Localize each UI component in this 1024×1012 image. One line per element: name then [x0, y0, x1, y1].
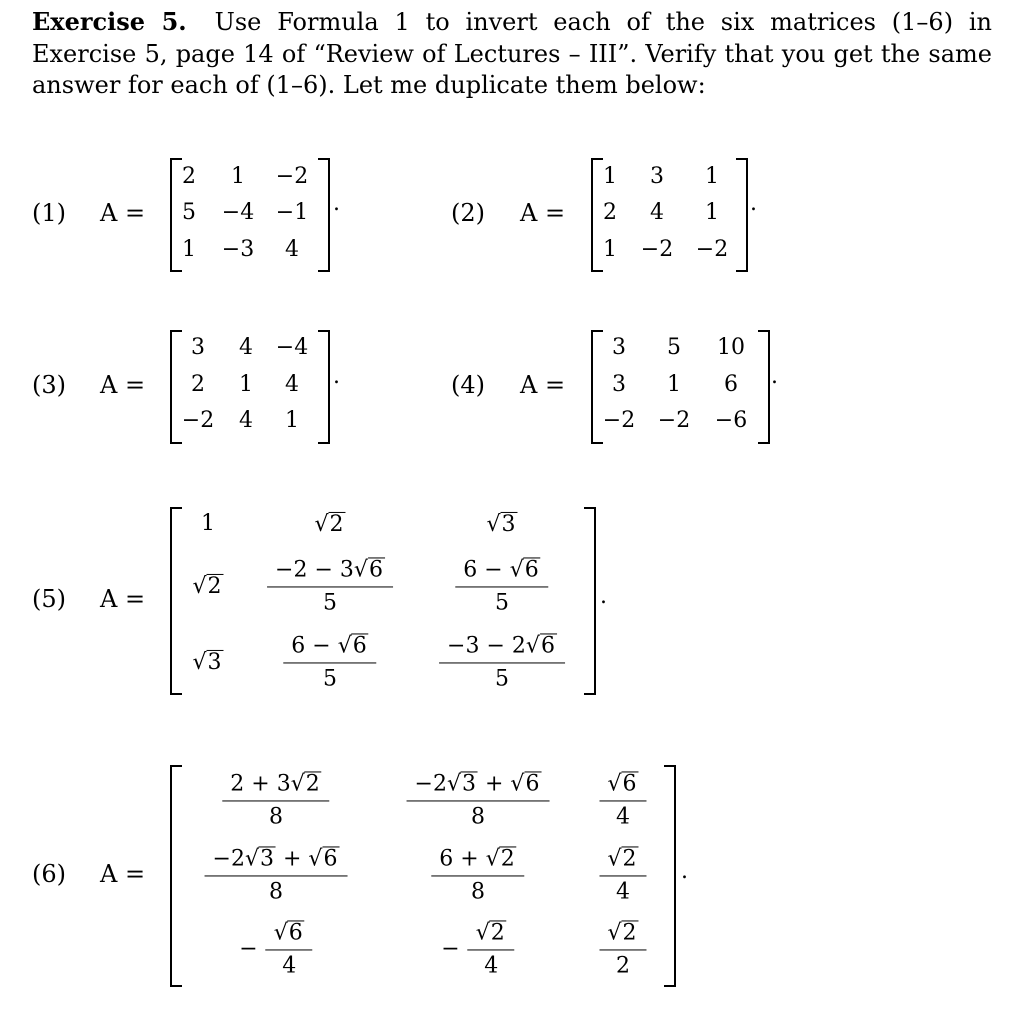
radicand: 6: [540, 633, 555, 659]
matrix-entry: 1: [182, 237, 196, 262]
period: .: [333, 364, 340, 389]
fraction-numerator: [266, 920, 313, 949]
matrix-entry: −2: [602, 408, 636, 433]
matrix-entry: −2: [657, 408, 691, 433]
matrix-entry: 4: [239, 408, 253, 433]
radicand: 2: [305, 771, 320, 797]
matrix-entry: 1: [239, 372, 253, 397]
fraction: [431, 846, 524, 903]
right-bracket: [584, 507, 596, 695]
a-equals: A =: [520, 371, 566, 399]
fraction: [455, 557, 548, 614]
fraction-numerator: [431, 846, 524, 875]
a-equals: A =: [520, 199, 566, 227]
sqrt-expr: [607, 920, 638, 945]
matrix-label: (5): [32, 585, 66, 613]
expr-text: −2: [212, 846, 245, 872]
left-bracket: [170, 765, 182, 987]
matrix-entry: 4: [285, 372, 299, 397]
fraction-numerator: [283, 633, 376, 662]
matrix-entry: [599, 846, 646, 903]
matrix-entry: 1: [285, 408, 299, 433]
expr-text: +: [478, 771, 511, 797]
a-equals: A =: [100, 860, 146, 888]
left-bracket: [591, 158, 603, 272]
fraction-numerator: [407, 771, 550, 800]
fraction-denominator: [495, 664, 509, 691]
expr-text: 6 +: [439, 846, 486, 872]
matrix-label: (3): [32, 371, 66, 399]
radical-sign: √: [192, 573, 207, 599]
fraction: [439, 633, 565, 690]
expr-text: 8: [268, 804, 283, 830]
sqrt-expr: [476, 920, 507, 945]
fraction-numerator: [599, 771, 646, 800]
expr-text: 5: [494, 590, 509, 616]
expr-text: −2: [414, 771, 447, 797]
matrix-entry: 5: [667, 335, 681, 360]
radicand: 2: [329, 511, 344, 537]
fraction-denominator: [616, 802, 630, 829]
left-bracket: [170, 330, 182, 444]
fraction-numerator: [205, 846, 348, 875]
matrix-entry: 2: [191, 372, 205, 397]
sqrt-expr: [486, 846, 517, 871]
fraction-denominator: [269, 877, 283, 904]
fraction-denominator: [495, 588, 509, 615]
sqrt-expr: [338, 633, 369, 658]
period: .: [600, 584, 607, 609]
expr-text: +: [276, 846, 309, 872]
matrix-entry: 4: [650, 200, 664, 225]
radicand: 6: [525, 771, 540, 797]
radical-sign: √: [308, 846, 323, 872]
sqrt-expr: [510, 771, 541, 796]
radicand: 6: [622, 771, 637, 797]
right-bracket: [664, 765, 676, 987]
expr-text: 4: [484, 953, 499, 979]
fraction: [407, 771, 550, 828]
radical-sign: √: [607, 771, 622, 797]
sqrt-expr: [291, 771, 322, 796]
expr-text: 5: [494, 666, 509, 692]
radical-sign: √: [273, 920, 288, 946]
matrix-entry: 5: [182, 200, 196, 225]
fraction-denominator: [282, 951, 296, 978]
matrix-entry: 3: [612, 335, 626, 360]
matrix-entry: [192, 650, 223, 674]
expr-text: 4: [616, 879, 630, 905]
fraction: [599, 920, 646, 977]
matrix-entry: −2: [695, 237, 729, 262]
fraction-denominator: [471, 802, 485, 829]
matrix-entry: 1: [705, 164, 719, 189]
matrix-entry: 3: [191, 335, 205, 360]
fraction: [267, 557, 393, 614]
period: .: [333, 191, 340, 216]
radical-sign: √: [607, 920, 622, 946]
a-equals: A =: [100, 371, 146, 399]
left-bracket: [591, 330, 603, 444]
fraction: [283, 633, 376, 690]
matrix-entry: 2: [182, 164, 196, 189]
radicand: 2: [500, 846, 515, 872]
sqrt-expr: [308, 846, 339, 871]
radical-sign: √: [192, 649, 207, 675]
matrix-entry: −2: [275, 164, 309, 189]
matrix-entry: [455, 557, 548, 614]
fraction: [468, 920, 515, 977]
a-equals: A =: [100, 585, 146, 613]
period: .: [771, 364, 778, 389]
sqrt-expr: [510, 557, 541, 582]
expr-text: −2 − 3: [275, 557, 354, 583]
left-bracket: [170, 158, 182, 272]
sqrt-expr: [607, 846, 638, 871]
matrix-entry: −2: [181, 408, 215, 433]
fraction-numerator: [455, 557, 548, 586]
expr-text: 4: [282, 953, 297, 979]
matrix-entry: 3: [612, 372, 626, 397]
radical-sign: √: [475, 920, 490, 946]
radicand: 3: [207, 649, 222, 675]
sqrt-expr: [314, 512, 345, 537]
sqrt-expr: [192, 574, 223, 599]
right-bracket: [318, 330, 330, 444]
a-equals: A =: [100, 199, 146, 227]
exercise-instructions: Use Formula 1 to invert each of the six matrices (1–6) in Exercise 5, page 14 of “Review of Lectures – III”. Verify that you get the same answer for each of (1–6). Let me duplicate them below:: [32, 8, 993, 99]
sqrt-expr: [245, 846, 276, 871]
expr-text: 4: [616, 804, 630, 830]
exercise-header: [32, 6, 992, 102]
radical-sign: √: [525, 633, 540, 659]
matrix-entry: [267, 557, 393, 614]
expr-text: 6 −: [463, 557, 510, 583]
expr-text: 1: [201, 511, 215, 536]
fraction: [222, 771, 329, 828]
fraction-numerator: [439, 633, 565, 662]
expr-text: 8: [268, 879, 283, 905]
negative-sign: −: [239, 936, 258, 961]
sqrt-expr: [526, 633, 557, 658]
right-bracket: [318, 158, 330, 272]
matrix-entry: 1: [667, 372, 681, 397]
expr-text: 8: [470, 804, 485, 830]
expr-text: 6 −: [291, 633, 338, 659]
negative-sign: −: [441, 936, 460, 961]
radical-sign: √: [509, 557, 524, 583]
radicand: 3: [462, 771, 477, 797]
matrix-label: (1): [32, 199, 66, 227]
fraction-denominator: [484, 951, 498, 978]
matrix-entry: 6: [724, 372, 738, 397]
sqrt-expr: [486, 512, 517, 537]
fraction-numerator: [599, 920, 646, 949]
sqrt-expr: [447, 771, 478, 796]
matrix-entry: 1: [705, 200, 719, 225]
matrix-entry: [314, 512, 345, 536]
matrix-entry: [441, 920, 514, 977]
matrix-entry: −1: [275, 200, 309, 225]
fraction-denominator: [616, 877, 630, 904]
matrix-entry: 10: [717, 335, 745, 360]
radicand: 2: [207, 573, 222, 599]
left-bracket: [170, 507, 182, 695]
exercise-title: Exercise 5.: [32, 7, 187, 36]
fraction-numerator: [599, 846, 646, 875]
fraction-denominator: [471, 877, 485, 904]
matrix-entry: [407, 771, 550, 828]
radical-sign: √: [446, 771, 462, 797]
matrix-entry: −6: [714, 408, 748, 433]
fraction-denominator: [269, 802, 283, 829]
matrix-label: (2): [451, 199, 485, 227]
expr-text: 8: [470, 879, 485, 905]
matrix-entry: [439, 633, 565, 690]
radicand: 6: [524, 557, 539, 583]
matrix-entry: [283, 633, 376, 690]
matrix-entry: 1: [231, 164, 245, 189]
matrix-entry: 1: [603, 164, 617, 189]
radical-sign: √: [337, 633, 352, 659]
expr-text: 5: [322, 590, 337, 616]
matrix-entry: [205, 846, 348, 903]
right-bracket: [758, 330, 770, 444]
matrix-entry: −4: [221, 200, 255, 225]
expr-text: 2: [616, 953, 630, 979]
radicand: 2: [622, 920, 637, 946]
fraction: [266, 920, 313, 977]
matrix-label: (4): [451, 371, 485, 399]
fraction-numerator: [468, 920, 515, 949]
matrix-entry: 4: [239, 335, 253, 360]
radicand: 6: [288, 920, 303, 946]
fraction: [599, 846, 646, 903]
matrix-entry: 1: [603, 237, 617, 262]
expr-text: 2 + 3: [230, 771, 291, 797]
radical-sign: √: [314, 511, 329, 537]
matrix-entry: 4: [285, 237, 299, 262]
period: .: [750, 191, 757, 216]
fraction-numerator: [222, 771, 329, 800]
fraction: [205, 846, 348, 903]
matrix-entry: [222, 771, 329, 828]
matrix-entry: [239, 920, 312, 977]
radicand: 6: [352, 633, 367, 659]
matrix-entry: 3: [650, 164, 664, 189]
matrix-entry: −2: [640, 237, 674, 262]
radical-sign: √: [607, 846, 622, 872]
period: .: [681, 859, 688, 884]
sqrt-expr: [274, 920, 305, 945]
fraction: [599, 771, 646, 828]
radicand: 3: [501, 511, 516, 537]
sqrt-expr: [607, 771, 638, 796]
fraction-denominator: [616, 951, 630, 978]
matrix-entry: [599, 771, 646, 828]
matrix-entry: [192, 574, 223, 598]
fraction-numerator: [267, 557, 393, 586]
radicand: 2: [490, 920, 505, 946]
right-bracket: [736, 158, 748, 272]
expr-text: 5: [322, 666, 337, 692]
radicand: 3: [260, 846, 275, 872]
matrix-entry: [599, 920, 646, 977]
fraction-denominator: [323, 588, 337, 615]
matrix-label: (6): [32, 860, 66, 888]
expr-text: −3 − 2: [447, 633, 526, 659]
radical-sign: √: [353, 557, 368, 583]
radicand: 6: [368, 557, 383, 583]
radicand: 6: [323, 846, 338, 872]
sqrt-expr: [354, 557, 385, 582]
matrix-entry: −3: [221, 237, 255, 262]
matrix-entry: [486, 512, 517, 536]
matrix-entry: −4: [275, 335, 309, 360]
radical-sign: √: [244, 846, 260, 872]
sqrt-expr: [192, 650, 223, 675]
fraction-denominator: [323, 664, 337, 691]
radical-sign: √: [485, 846, 500, 872]
radical-sign: √: [290, 771, 305, 797]
radical-sign: √: [486, 511, 501, 537]
matrix-entry: [431, 846, 524, 903]
matrix-entry: [201, 513, 215, 535]
radical-sign: √: [510, 771, 525, 797]
radicand: 2: [622, 846, 637, 872]
matrix-entry: 2: [603, 200, 617, 225]
